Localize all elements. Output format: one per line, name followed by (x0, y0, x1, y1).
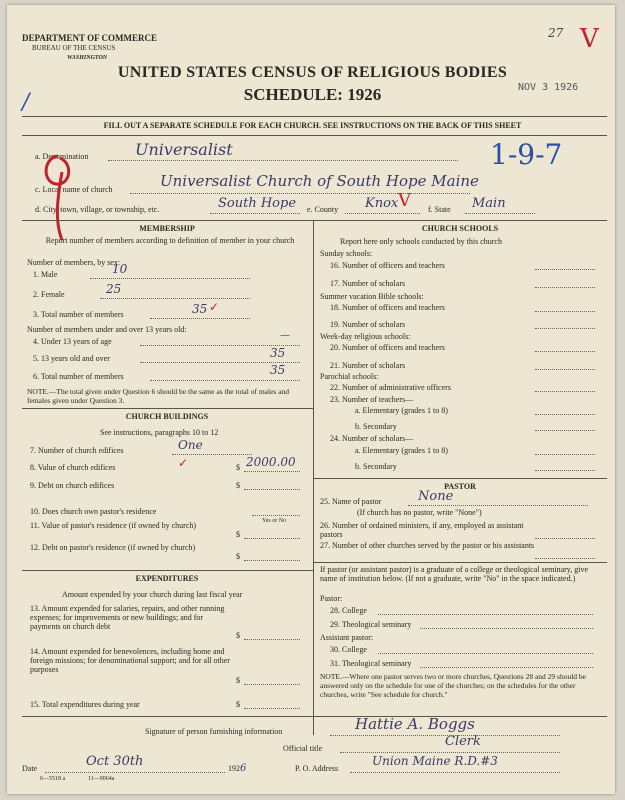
q29-label: 29. Theological seminary (330, 620, 412, 629)
fill-line (108, 160, 458, 161)
fill-line (210, 213, 300, 214)
q18-label: 18. Number of officers and teachers (330, 303, 445, 312)
fill-line (535, 414, 595, 415)
fill-line (345, 213, 420, 214)
q24b-label: b. Secondary (355, 462, 397, 471)
denomination-value: Universalist (135, 140, 233, 159)
q4-label: 4. Under 13 years of age (33, 337, 112, 346)
rule (22, 570, 313, 571)
fill-line (244, 684, 300, 685)
expenditures-subheading: Amount expended by your church during last fiscal year (62, 590, 243, 599)
fill-line (535, 369, 595, 370)
q19-label: 19. Number of scholars (330, 320, 406, 329)
q11-label: 11. Value of pastor's residence (if owned by church) (30, 521, 197, 530)
fill-line (130, 193, 470, 194)
fill-line (90, 278, 250, 279)
fill-line (535, 391, 595, 392)
county-label: e. County (307, 205, 339, 214)
date-stamp: NOV 3 1926 (518, 82, 579, 93)
sunday-schools-label: Sunday schools: (320, 249, 373, 258)
print-number: 11—9064a (88, 776, 115, 782)
q8-value: 2000.00 (246, 455, 296, 469)
fill-line (535, 311, 595, 312)
county-value: Knox (365, 196, 399, 211)
rule (313, 562, 607, 563)
fill-line (465, 213, 535, 214)
q22-label: 22. Number of administrative officers (330, 383, 451, 392)
q24-label: 24. Number of scholars— (330, 434, 414, 443)
official-title-value: Clerk (445, 734, 481, 749)
q25-hint: (If church has no pastor, write "None") (357, 508, 482, 517)
summer-schools-label: Summer vacation Bible schools: (320, 292, 424, 301)
buildings-heading: CHURCH BUILDINGS (125, 412, 209, 421)
pastor-heading: PASTOR (444, 482, 476, 491)
q6-label: 6. Total number of members (33, 372, 124, 381)
city-name: WASHINGTON (67, 55, 108, 61)
address-value: Union Maine R.D.#3 (372, 754, 498, 768)
fill-line (45, 772, 225, 773)
q3-label: 3. Total number of members (33, 310, 124, 319)
state-label: f. State (428, 205, 451, 214)
membership-heading: MEMBERSHIP (139, 224, 195, 233)
fill-line (244, 538, 300, 539)
bureau-name: BUREAU OF THE CENSUS (32, 44, 116, 52)
page-number: 27 (548, 26, 564, 40)
fill-line (350, 772, 560, 773)
q14-dollar: $ (236, 676, 240, 685)
assistant-pastor-label: Assistant pastor: (320, 633, 374, 642)
q5-label: 5. 13 years old and over (33, 354, 110, 363)
buildings-subheading: See instructions, paragraphs 10 to 12 (100, 428, 219, 437)
q14-label: 14. Amount expended for benevolences, including home and foreign missions; for denominational support; and for all other purposes (30, 647, 230, 674)
q2-value: 25 (106, 282, 122, 296)
q10-label: 10. Does church own pastor's residence (30, 507, 157, 516)
city-value: South Hope (218, 196, 297, 211)
q25-value: None (418, 489, 454, 504)
year-digit: 6 (240, 763, 247, 774)
q5-value: 35 (270, 346, 286, 360)
fill-line (535, 269, 595, 270)
q23-label: 23. Number of teachers— (330, 395, 414, 404)
q15-dollar: $ (236, 700, 240, 709)
schools-intro: Report here only schools conducted by this church (340, 237, 502, 246)
expenditures-heading: EXPENDITURES (135, 574, 199, 583)
fill-line (535, 558, 595, 559)
address-label: P. O. Address (295, 764, 339, 773)
date-value: Oct 30th (86, 754, 144, 769)
q24a-label: a. Elementary (grades 1 to 8) (355, 446, 448, 455)
q11-dollar: $ (236, 530, 240, 539)
red-check-mark: V (398, 190, 411, 211)
schools-heading: CHURCH SCHOOLS (421, 224, 499, 233)
rule (22, 116, 607, 117)
q16-label: 16. Number of officers and teachers (330, 261, 445, 270)
fill-line (420, 667, 593, 668)
q12-label: 12. Debt on pastor's residence (if owned by church) (30, 543, 196, 552)
q31-label: 31. Theological seminary (330, 659, 412, 668)
rule (313, 478, 607, 479)
pastor-label: Pastor: (320, 594, 343, 603)
q8-dollar: $ (236, 463, 240, 472)
q17-label: 17. Number of scholars (330, 279, 406, 288)
fill-line (408, 505, 588, 506)
q6-value: 35 (270, 363, 286, 377)
fill-line (150, 380, 300, 381)
denomination-label: a. Denomination (35, 152, 89, 161)
q21-label: 21. Number of scholars (330, 361, 406, 370)
fill-line (244, 489, 300, 490)
rule (22, 716, 607, 717)
q13-dollar: $ (236, 631, 240, 640)
classification-code: 1-9-7 (490, 138, 563, 171)
fill-line (535, 538, 595, 539)
fill-line (172, 454, 252, 455)
signature-label: Signature of person furnishing information (145, 727, 283, 736)
q23b-label: b. Secondary (355, 422, 397, 431)
rule (22, 220, 607, 221)
q7-label: 7. Number of church edifices (30, 446, 124, 455)
fill-line (535, 430, 595, 431)
church-name-value: Universalist Church of South Hope Maine (160, 172, 479, 190)
year-label (228, 764, 246, 773)
fill-line (378, 653, 593, 654)
q7-value: One (178, 438, 203, 452)
q12-dollar: $ (236, 552, 240, 561)
q1-value: 10 (112, 262, 128, 276)
date-label: Date (22, 764, 38, 773)
q28-label: 28. College (330, 606, 367, 615)
q9-label: 9. Debt on church edifices (30, 481, 115, 490)
q20-label: 20. Number of officers and teachers (330, 343, 445, 352)
department-block (22, 33, 157, 63)
department-name: DEPARTMENT OF COMMERCE (22, 33, 158, 43)
fill-line (420, 628, 593, 629)
membership-note: NOTE.—The total given under Question 6 should be the same as the total of males and females given under Question 3. (27, 387, 290, 405)
fill-line (535, 328, 595, 329)
q3-value: 35 (192, 302, 208, 316)
pastor-note: NOTE.—Where one pastor serves two or more churches, Questions 28 and 29 should be answered only on the schedule for one of the churches; on the schedules for the other churches, write "See schedule for church." (320, 672, 586, 699)
red-check-mark: ✓ (209, 300, 220, 314)
schedule-title: SCHEDULE: 1926 (243, 85, 382, 104)
q30-label: 30. College (330, 645, 367, 654)
q13-label: 13. Amount expended for salaries, repairs, and other running expenses; for improvements or new buildings; and for payments on church debt (30, 604, 225, 631)
fill-line (535, 454, 595, 455)
q4-value: — (280, 330, 290, 341)
form-number: 6—5518 a (40, 776, 66, 782)
parochial-schools-label: Parochial schools: (320, 372, 379, 381)
fill-line (244, 708, 300, 709)
city-label: d. City, town, village, or township, etc. (35, 205, 160, 214)
weekday-schools-label: Week-day religious schools: (320, 332, 411, 341)
age-group-label: Number of members under and over 13 years old: (27, 325, 187, 334)
q23a-label: a. Elementary (grades 1 to 8) (355, 406, 448, 415)
church-name-label: c. Local name of church (35, 185, 113, 194)
fill-line (535, 287, 595, 288)
q10-hint: Yes or No (262, 518, 287, 524)
q25-label: 25. Name of pastor (320, 497, 382, 506)
blue-tick-mark: / (22, 90, 30, 115)
q2-label: 2. Female (33, 290, 65, 299)
fill-line (535, 351, 595, 352)
fill-line (252, 515, 300, 516)
fill-line (150, 318, 250, 319)
signature-value: Hattie A. Boggs (355, 715, 475, 733)
q26-label: 26. Number of ordained ministers, if any, employed as assistant pastors (320, 521, 524, 539)
rule (22, 135, 607, 136)
form-title: UNITED STATES CENSUS OF RELIGIOUS BODIES (117, 64, 508, 81)
graduate-note: If pastor (or assistant pastor) is a graduate of a college or theological seminary, give name of institution below. (If not a graduate, write "No" in the space indicated.) (320, 565, 589, 583)
fill-line (535, 470, 595, 471)
red-check-mark: ✓ (178, 456, 189, 470)
membership-intro: Report number of members according to definition of member in your church (45, 236, 295, 245)
by-sex-label: Number of members, by sex: (27, 258, 121, 267)
fill-line (244, 560, 300, 561)
fill-line (378, 614, 593, 615)
fill-line (244, 639, 300, 640)
fill-line (244, 471, 300, 472)
fill-line (100, 298, 250, 299)
state-value: Main (472, 196, 506, 211)
fill-line (340, 752, 560, 753)
year-prefix: 192 (228, 764, 240, 773)
instruction-line: FILL OUT A SEPARATE SCHEDULE FOR EACH CHURCH. SEE INSTRUCTIONS ON THE BACK OF THIS SHEET (103, 121, 522, 130)
q9-dollar: $ (236, 481, 240, 490)
q15-label: 15. Total expenditures during year (30, 700, 140, 709)
official-title-label: Official title (283, 744, 323, 753)
q1-label: 1. Male (33, 270, 58, 279)
red-check-mark: V (580, 24, 599, 54)
q8-label: 8. Value of church edifices (30, 463, 116, 472)
rule (22, 408, 313, 409)
q27-label: 27. Number of other churches served by the pastor or his assistants (320, 541, 535, 550)
